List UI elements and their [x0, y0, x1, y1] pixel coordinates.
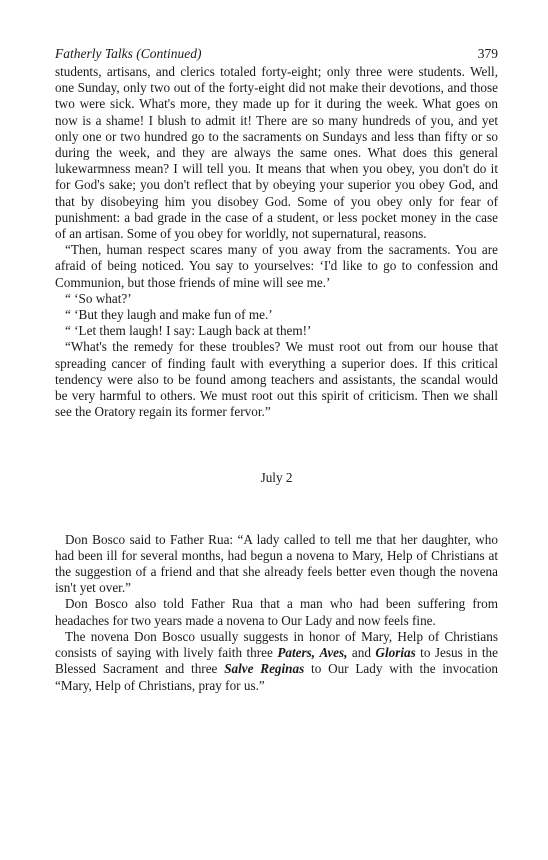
dateline: July 2 [260, 470, 293, 486]
paragraph: students, artisans, and clerics totaled forty-eight; only three were students. Well, one Sunday, only two out of the forty-eight did not make their devotions, and those two were sick. What's more, they made up for it during the week. What goes on now is a shame! I blush to admit it! There are so many hundreds of you, and yet only one or two hundred go to the sacraments on Sundays and less than fifty or so during the week, and they are always the same ones. What does this general lukewarmness mean? I will tell you. It means that when you obey, you don't do it for God's sake; you don't reflect that by obeying your superior you obey God, and that by disobeying him you disobey God. Some of you obey only for fear of punishment: a bad grade in the case of a student, or less pocket money in the case of an artisan. Some of you obey for worldly, not supernatural, reasons. [55, 64, 498, 242]
emphasis-aves: Aves, [319, 645, 348, 661]
section-july-2 [55, 532, 498, 694]
emphasis-glorias: Glorias [375, 645, 416, 661]
paragraph: Don Bosco also told Father Rua that a man who had been suffering from headaches for two years made a novena to Our Lady and now feels fine. [55, 596, 498, 628]
running-head-title: Fatherly Talks (Continued) [55, 46, 202, 61]
paragraph: “Then, human respect scares many of you away from the sacraments. You are afraid of being noticed. You say to yourselves: ‘I'd like to go to confession and Communion, but those friends of mine will see me.’ [55, 242, 498, 290]
text-run: to Our Lady with the invocation “Mary, Help of Christians, pray for us.” [55, 661, 499, 693]
section-fatherly-talks [55, 64, 498, 420]
emphasis-paters: Paters, [277, 645, 316, 661]
book-page [55, 46, 498, 694]
paragraph: “ ‘But they laugh and make fun of me.’ [65, 307, 273, 323]
paragraph: Don Bosco said to Father Rua: “A lady called to tell me that her daughter, who had been ill for several months, had begun a novena to Mary, Help of Christians at the suggestion of a friend and that she already feels better even though the novena isn't yet over.” [55, 531, 498, 596]
paragraph: “ ‘Let them laugh! I say: Laugh back at them!’ [65, 323, 312, 339]
text-run: to Jesus in the Blessed Sacrament and three [55, 645, 498, 677]
page-number: 379 [477, 46, 498, 61]
paragraph: “ ‘So what?’ [65, 290, 132, 306]
text-run: and [347, 645, 376, 661]
running-head [55, 46, 498, 62]
paragraph-novena [55, 629, 498, 694]
emphasis-salve-reginas: Salve Reginas [224, 661, 305, 677]
paragraph: “What's the remedy for these troubles? We must root out from our house that spreading cancer of finding fault with everything a superior does. If this critical tendency were also to be found among teachers and assistants, the scandal would be very harmful to others. We must root out this spirit of criticism. Then we shall see the Oratory regain its former fervor.” [55, 339, 498, 420]
text-run: The novena Don Bosco usually suggests in honor of Mary, Help of Christians consists of saying with lively faith three [55, 628, 498, 661]
